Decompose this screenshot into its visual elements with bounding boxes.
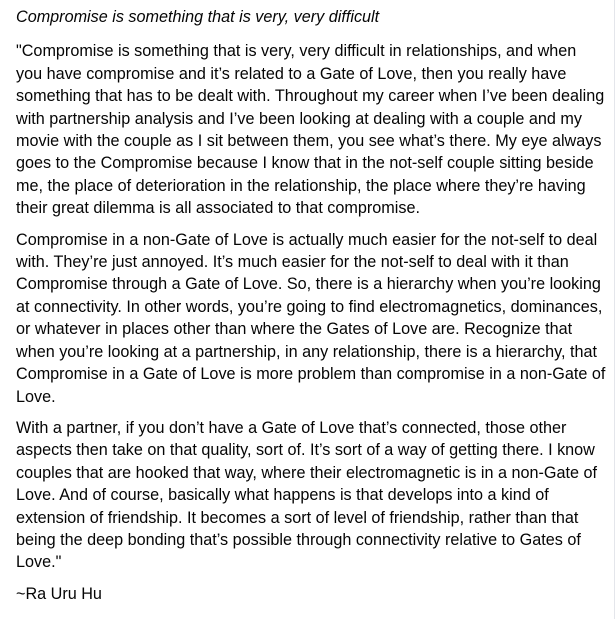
post-title: Compromise is something that is very, very difficult: [16, 8, 380, 26]
quote-paragraph-3: With a partner, if you don’t have a Gate of Love that’s connected, those other aspects then take on that quality, sort of. It’s sort of a way of getting there. I know couples that are hooked that way, where their electromagnetic is in a non-Gate of Love. And of course, basically what happens is that develops into a kind of extension of friendship. It becomes a sort of level of friendship, rather than that being the deep bonding that’s possible through connectivity relative to Gates of Love.": [16, 418, 597, 572]
author-signature: ~Ra Uru Hu: [16, 584, 102, 603]
quote-paragraph-1: "Compromise is something that is very, very difficult in relationships, and when you have compromise and it’s related to a Gate of Love, then you really have something that has to be dealt with. Throughout my career when I’ve been dealing with partnership analysis and I’ve been looking at dealing with a couple and my movie with the couple as I sit between them, you see what’s there. My eye always goes to the Compromise because I know that in the not-self couple sitting beside me, the place of deterioration in the relationship, the place where they’re having their great dilemma is all associated to that compromise.: [16, 42, 605, 218]
quote-paragraph-2: Compromise in a non-Gate of Love is actually much easier for the not-self to deal with. They’re just annoyed. It’s much easier for the not-self to deal with it than Compromise through a Gate of Love. So, there is a hierarchy when you’re looking at connectivity. In other words, you’re going to find electromagnetics, dominances, or whatever in places other than where the Gates of Love are. Recognize that when you’re looking at a partnership, in any relationship, there is a hierarchy, that Compromise in a Gate of Love is more problem than compromise in a non-Gate of Love.: [16, 230, 606, 406]
